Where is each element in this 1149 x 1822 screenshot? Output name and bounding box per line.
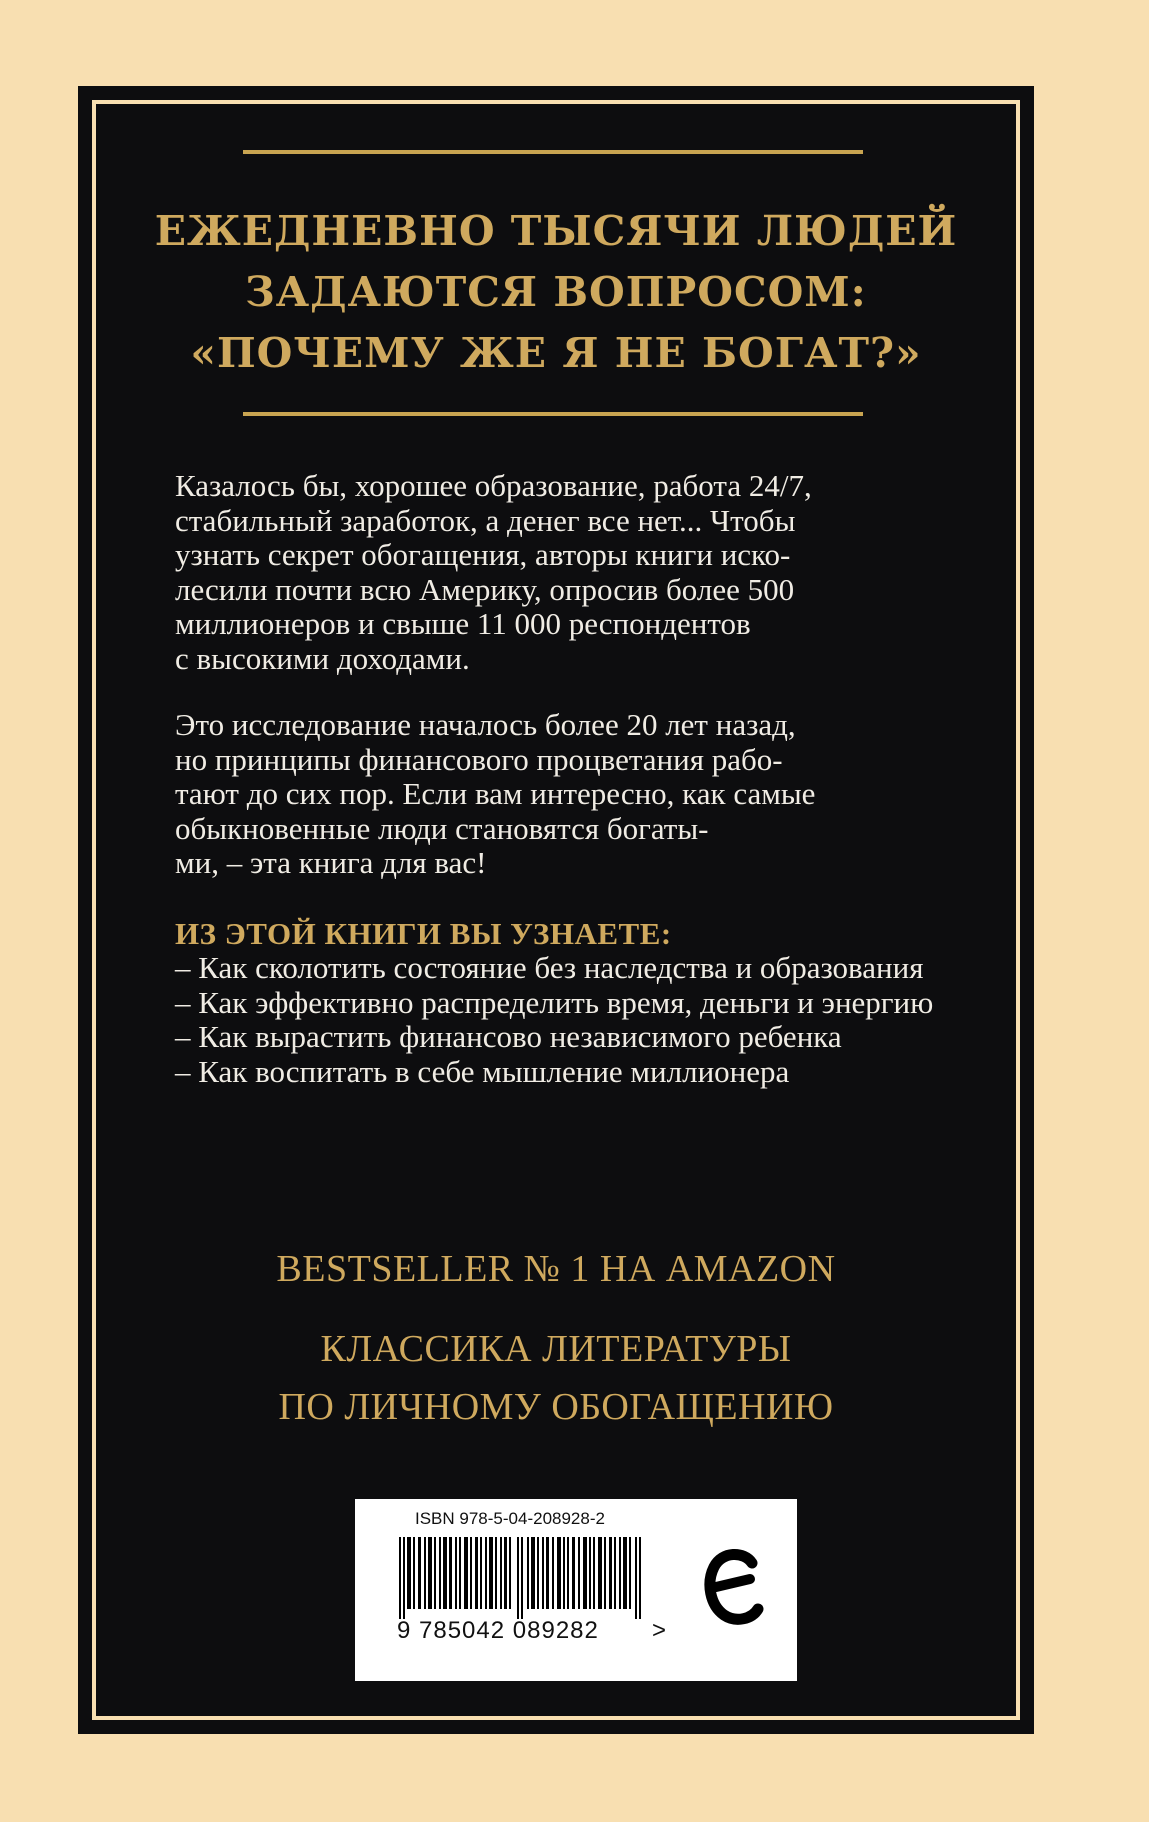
paragraph-research — [175, 708, 945, 881]
bottom-gold-rule — [243, 412, 863, 416]
headline-line-2: ЗАДАЮТСЯ ВОПРОСОМ: — [245, 268, 867, 316]
paragraph-line: лесили почти всю Америку, опросив более 500 — [175, 571, 795, 607]
list-item: – Как эффективно распределить время, деньги и энергию — [175, 984, 934, 1020]
classic-tagline-line-1: КЛАССИКА ЛИТЕРАТУРЫ — [320, 1328, 792, 1370]
paragraph-line: миллионеров и свыше 11 000 респондентов — [175, 606, 751, 641]
learn-list — [175, 951, 975, 1089]
headline-line-1: ЕЖЕДНЕВНО ТЫСЯЧИ ЛЮДЕЙ — [154, 207, 958, 255]
paragraph-line: Казалось бы, хорошее образование, работа 24/7, — [175, 468, 812, 503]
top-gold-rule — [243, 150, 863, 154]
isbn-label: ISBN 978-5-04-208928-2 — [415, 1509, 605, 1528]
learn-heading: ИЗ ЭТОЙ КНИГИ ВЫ УЗНАЕТЕ: — [175, 916, 672, 951]
paragraph-line: Это исследование началось более 20 лет назад, — [175, 707, 796, 742]
barcode-panel — [355, 1499, 797, 1681]
classic-tagline-line-2: ПО ЛИЧНОМУ ОБОГАЩЕНИЮ — [278, 1386, 834, 1428]
paragraph-line: ми, – эта книга для вас! — [175, 845, 487, 880]
barcode-icon — [399, 1537, 649, 1619]
paragraph-line: обыкновенные люди становятся богаты- — [175, 810, 709, 846]
bestseller-tagline: BESTSELLER № 1 НА AMAZON — [276, 1248, 836, 1290]
barcode-end-mark: > — [652, 1617, 667, 1644]
list-item: – Как вырастить финансово независимого ребенка — [175, 1019, 842, 1054]
headline — [138, 201, 974, 384]
headline-line-3: «ПОЧЕМУ ЖЕ Я НЕ БОГАТ?» — [190, 329, 922, 377]
paragraph-line: стабильный заработок, а денег все нет... Чтобы — [175, 502, 796, 538]
paragraph-line: но принципы финансового процветания рабо- — [175, 741, 783, 777]
paragraph-line: узнать секрет обогащения, авторы книги иско- — [175, 537, 791, 572]
barcode-digits: 9 785042 089282 — [397, 1617, 599, 1644]
paragraph-intro — [175, 469, 945, 676]
paragraph-line: тают до сих пор. Если вам интересно, как самые — [175, 776, 816, 811]
publisher-logo-icon — [700, 1539, 766, 1639]
list-item: – Как воспитать в себе мышление миллионера — [175, 1053, 790, 1089]
classic-tagline — [118, 1320, 994, 1436]
book-back-cover — [78, 86, 1034, 1734]
list-item: – Как сколотить состояние без наследства и образования — [175, 950, 924, 985]
paragraph-line: с высокими доходами. — [175, 640, 470, 676]
